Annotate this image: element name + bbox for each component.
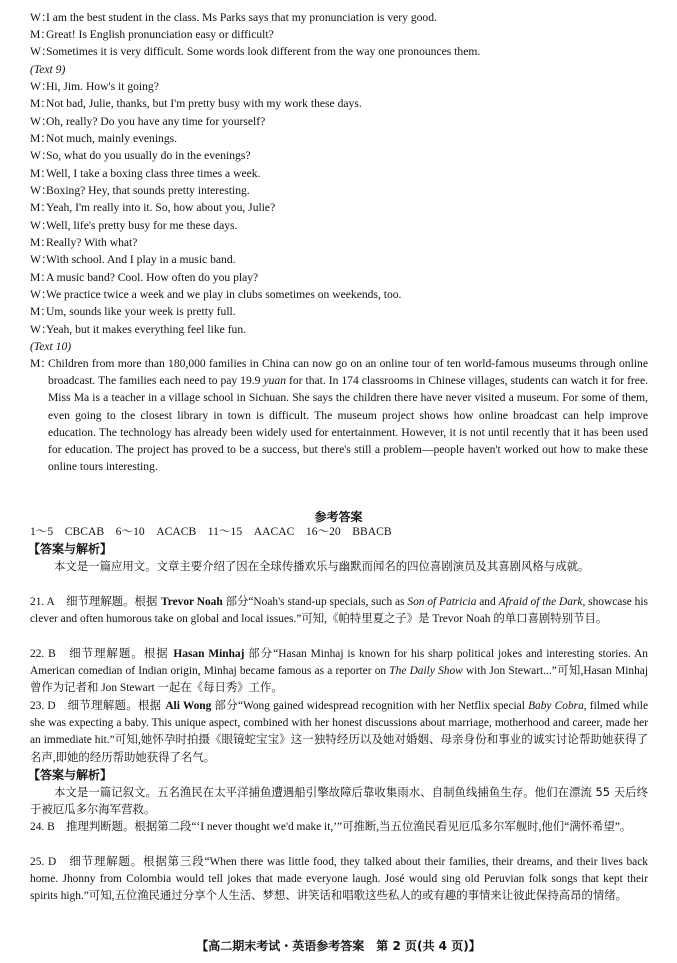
question-25-explanation: 25. D 细节理解题。根据第三段“When there was little food, they talked about their families, their dreams, and their lives back home. Jhonny from Colombia would tell jokes that made everyone laugh. José would sing old Peruvian folk songs that kept their spirits high.”可知,五位渔民通过分享个人生活、梦想、讲笑话和唱歌这些私人的或有趣的事情来让彼此保持高昂的情绪。 [30,856,648,903]
text-10-paragraph: Children from more than 180,000 families in China can now go on an online tour of ten world-famous museums through online broadcast. The families each need to pay 19.9 yuan for that. In 174 classrooms in Chinese villages, students can watch it for free. Miss Ma is a teacher in a village school in Sichuan. She says the children there have never visited a museum. For some of them, even going to the closest library in town is difficult. The museum project shows how online broadcast can help improve education. The technology has already been widely used for entertainment. However, it is not until recently that it has been used for education. The project has proved to be a success, but there's still a problem—people haven't worked out how to make these online tours interesting. [48,357,648,474]
dialogue-line: W：Yeah, but it makes everything feel like fun. [30,323,247,336]
passage-summary: 本文是一篇记叙文。五名渔民在太平洋捕鱼遭遇船引擎故障后靠收集雨水、自制鱼线捕鱼生存。他们在漂流 55 天后终于被厄瓜多尔海军营救。 [30,785,648,817]
dialogue-line: M：Not much, mainly evenings. [30,132,178,145]
dialogue-line: W：Boxing? Hey, that sounds pretty interesting. [30,184,250,197]
dialogue-line: W：So, what do you usually do in the evenings? [30,149,251,162]
dialogue-line: W：Oh, really? Do you have any time for yourself? [30,115,266,128]
dialogue-line: M：A music band? Cool. How often do you play? [30,271,259,284]
question-21-explanation: 21. A 细节理解题。根据 Trevor Noah 部分“Noah's stand-up specials, such as Son of Patricia and Afraid of the Dark, showcase his clever and often humorous take on global and local issues.”可知,《帕特里夏之子》是 Trevor Noah 的单口喜剧特别节目。 [30,594,648,626]
text-9-label: (Text 9) [30,63,66,76]
dialogue-line: M：Great! Is English pronunciation easy or difficult? [30,28,274,41]
dialogue-line: W：Hi, Jim. How's it going? [30,80,159,93]
dialogue-line: W：I am the best student in the class. Ms Parks says that my pronunciation is very good. [30,11,437,24]
dialogue-line: W：Well, life's pretty busy for me these days. [30,219,238,232]
page-footer: 【高二期末考试・英语参考答案 第 2 页(共 4 页)】 [196,939,481,953]
question-22-explanation: 22. B 细节理解题。根据 Hasan Minhaj 部分“Hasan Minhaj is known for his sharp political jokes and interesting stories. An American comedian of Indian origin, Minhaj became famous as a reporter on The Daily Show with Jon Stewart...”可知,Hasan Minhaj 曾作为记者和 Jon Stewart 一起在《每日秀》工作。 [30,646,648,695]
passage-summary: 本文是一篇应用文。文章主要介绍了因在全球传播欢乐与幽默而闻名的四位喜剧演员及其喜剧风格与成就。 [54,559,590,573]
dialogue-line: M：Really? With what? [30,236,138,249]
analysis-header: 【答案与解析】 [28,542,113,556]
dialogue-line: M：Not bad, Julie, thanks, but I'm pretty busy with my work these days. [30,97,362,110]
text-10-speaker: M： [30,357,52,370]
question-23-explanation: 23. D 细节理解题。根据 Ali Wong 部分“Wong gained widespread recognition with her Netflix special Baby Cobra, filmed while she was expecting a baby. This unique aspect, combined with her honest discussions about marriage, motherhood and career, made her an immediate hit.”可知,她怀孕时拍摄《眼镜蛇宝宝》这一独特经历以及她对婚姻、母亲身份和事业的诚实讨论帮助她获得了名声,即她的经历帮助她获得了名气。 [30,698,649,764]
dialogue-line: W：Sometimes it is very difficult. Some words look different from the way one pronounces them. [30,45,481,58]
dialogue-line: W：We practice twice a week and we play in clubs sometimes on weekends, too. [30,288,402,301]
text-10-label: (Text 10) [30,340,72,353]
answer-key: 1～5 CBCAB 6～10 ACACB 11～15 AACAC 16～20 BBACB [30,525,392,538]
analysis-header: 【答案与解析】 [28,768,113,782]
question-24-explanation: 24. B 推理判断题。根据第二段“‘I never thought we'd make it,’”可推断,当五位渔民看见厄瓜多尔军舰时,他们“满怀希望”。 [30,821,632,833]
dialogue-line: M：Well, I take a boxing class three times a week. [30,167,261,180]
answer-title: 参考答案 [314,510,363,524]
dialogue-line: M：Yeah, I'm really into it. So, how about you, Julie? [30,201,276,214]
dialogue-line: W：With school. And I play in a music band. [30,253,236,266]
dialogue-line: M：Um, sounds like your week is pretty full. [30,305,236,318]
